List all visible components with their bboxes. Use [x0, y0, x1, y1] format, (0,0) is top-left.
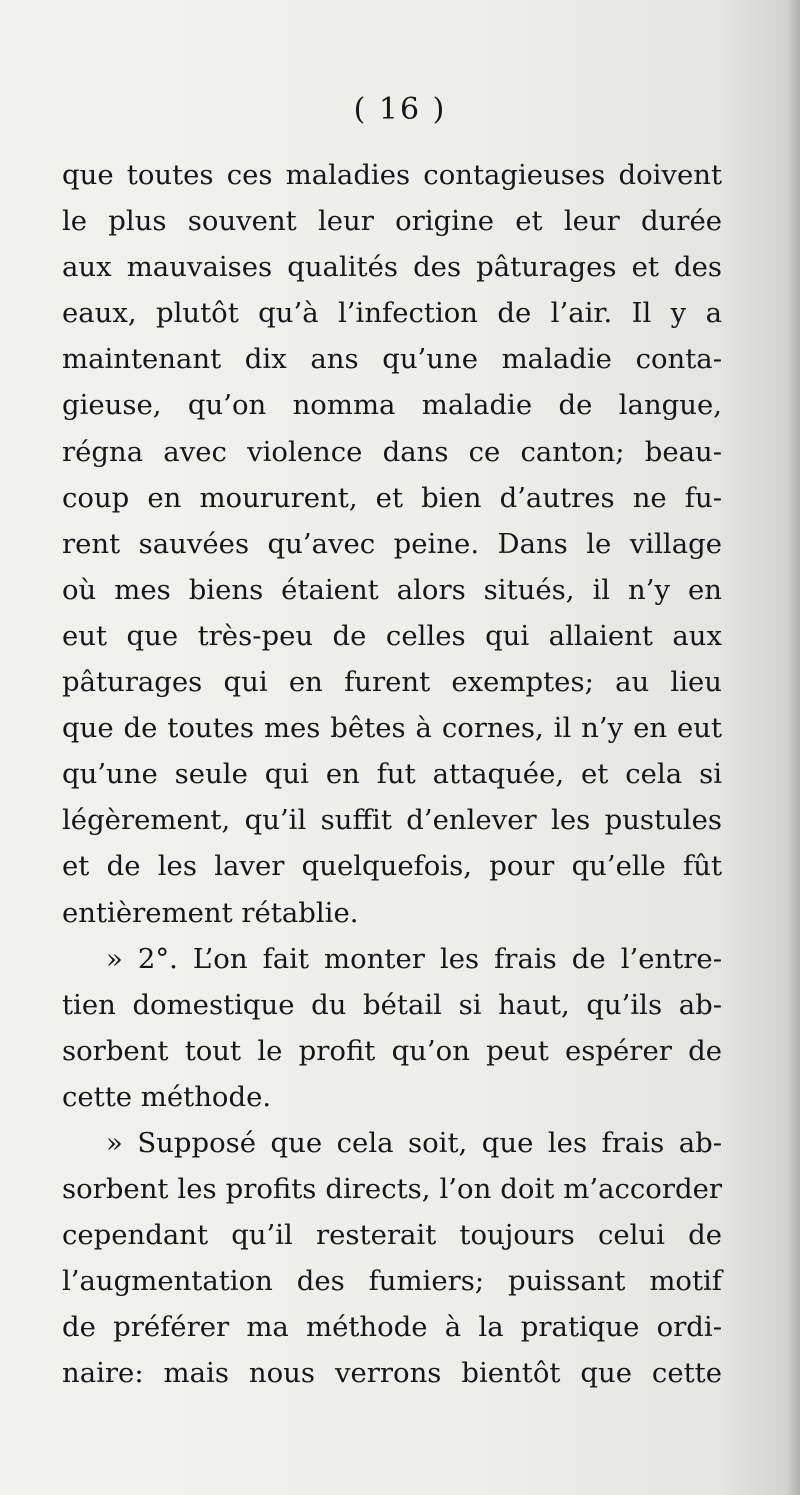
text-line: qu’une seule qui en fut attaquée, et cela si: [62, 758, 722, 791]
text-line: coup en moururent, et bien d’autres ne fu-: [62, 481, 722, 514]
text-line: rent sauvées qu’avec peine. Dans le village: [62, 527, 722, 560]
text-line: cependant qu’il resterait toujours celui de: [62, 1219, 722, 1252]
text-line: légèrement, qu’il suffit d’enlever les pustules: [62, 804, 722, 837]
body-text: [62, 152, 722, 1397]
text-line: eut que très-peu de celles qui allaient aux: [62, 619, 722, 652]
text-line: maintenant dix ans qu’une maladie conta-: [62, 343, 722, 376]
text-line: l’augmentation des fumiers; puissant motif: [62, 1265, 722, 1298]
text-line: que toutes ces maladies contagieuses doivent: [62, 159, 722, 191]
text-line: gieuse, qu’on nomma maladie de langue,: [62, 389, 722, 422]
text-line: où mes biens étaient alors situés, il n’y en: [62, 573, 722, 606]
text-line: que de toutes mes bêtes à cornes, il n’y en eut: [62, 712, 722, 745]
text-line: sorbent tout le profit qu’on peut espérer de: [62, 1034, 722, 1067]
text-line: entièrement rétablie.: [62, 896, 359, 929]
text-line: tien domestique du bétail si haut, qu’ils ab-: [62, 988, 722, 1021]
text-line: pâturages qui en furent exemptes; au lieu: [62, 666, 722, 699]
text-line: eaux, plutôt qu’à l’infection de l’air. Il y a: [62, 297, 722, 330]
text-line: le plus souvent leur origine et leur durée: [62, 205, 722, 238]
text-line: régna avec violence dans ce canton; beau-: [62, 435, 722, 468]
text-line: cette méthode.: [62, 1080, 272, 1113]
text-line: » Supposé que cela soit, que les frais ab-: [106, 1126, 722, 1159]
text-line: de préférer ma méthode à la pratique ordi-: [62, 1311, 722, 1344]
text-line: et de les laver quelquefois, pour qu’elle fût: [62, 850, 722, 883]
page-number: ( 16 ): [353, 92, 447, 127]
text-line: naire: mais nous verrons bientôt que cette: [62, 1357, 722, 1390]
page-edge-shadow: [786, 0, 800, 1495]
text-line: aux mauvaises qualités des pâturages et des: [62, 251, 722, 284]
text-line: » 2°. L’on fait monter les frais de l’entre-: [106, 942, 722, 975]
text-line: sorbent les profits directs, l’on doit m’accorder: [62, 1173, 722, 1206]
